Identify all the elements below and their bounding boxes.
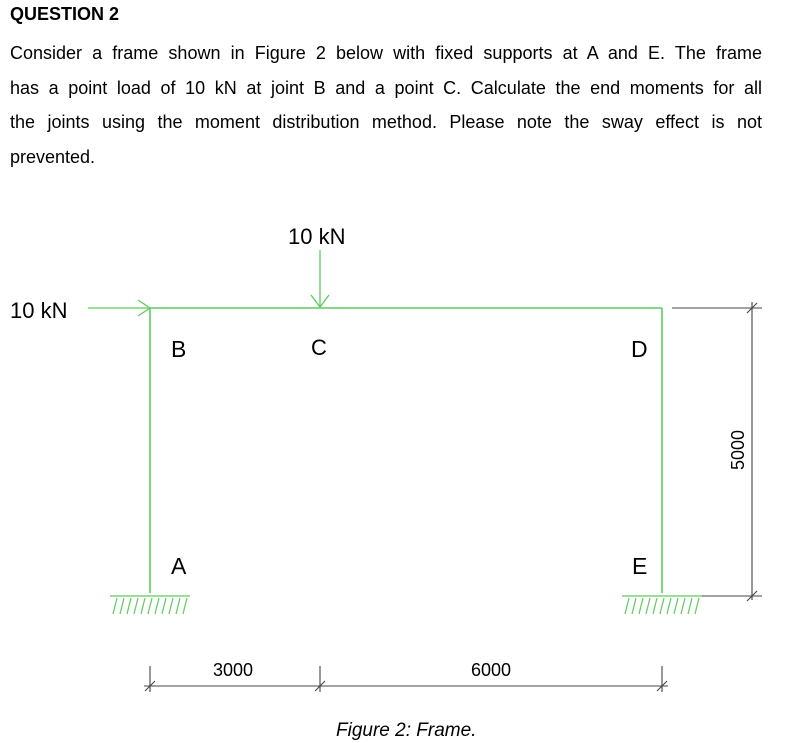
dimension-label-3000: 3000	[213, 660, 254, 680]
question-line: Consider a frame shown in Figure 2 below with fixed supports at A and E. The frame	[10, 43, 762, 63]
joint-label-B: B	[171, 336, 187, 362]
joint-label-E: E	[632, 553, 648, 579]
figure-caption: Figure 2: Frame.	[336, 720, 477, 741]
load-label-vertical: 10 kN	[288, 224, 346, 249]
joint-label-C: C	[311, 335, 327, 360]
load-arrow-horizontal	[88, 300, 150, 316]
question-line: the joints using the moment distribution method. Please note the sway effect is not	[10, 112, 762, 132]
support-A-hatch	[110, 596, 190, 614]
dimension-label-5000: 5000	[728, 429, 748, 470]
dimension-label-6000: 6000	[471, 660, 512, 680]
question-heading: QUESTION 2	[10, 4, 120, 24]
frame-members	[150, 308, 662, 593]
support-E-hatch	[622, 596, 702, 614]
load-label-horizontal: 10 kN	[10, 298, 68, 323]
question-line: prevented.	[10, 146, 96, 167]
load-arrow-vertical	[311, 250, 329, 307]
joint-label-D: D	[631, 336, 648, 362]
question-line: has a point load of 10 kN at joint B and a point C. Calculate the end moments for all	[10, 77, 762, 98]
dimension-line-vertical	[672, 302, 762, 601]
joint-label-A: A	[171, 553, 187, 579]
